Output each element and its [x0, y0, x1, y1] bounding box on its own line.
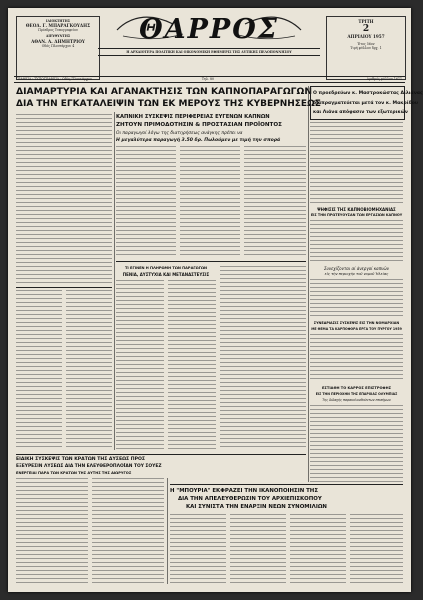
director-name: ΑΘΑΝ. Α. ΔΗΜΗΤΡΙΟΥ — [31, 38, 85, 44]
article-right-mid-body-1 — [310, 220, 403, 262]
publisher-role: Πρόεδρος Τυπογραφείου — [38, 28, 78, 33]
right-mid-headline-6: ΜΕ ΘΕΜΑ ΤΑ ΚΑΡΠΟΦΟΡΑ ΕΡΓΑ ΤΟΥ ΠΥΡΓΟΥ 1959 — [311, 327, 402, 331]
right-headline-line1: Ο προεδρεύων κ. Μαστροκώστας Αιλιάνας — [313, 91, 423, 96]
issue-price: Τιμή φύλλου δρχ. 1 — [350, 46, 382, 51]
article-center-col2 — [180, 146, 240, 258]
article-bottom-right-col4 — [350, 514, 403, 584]
right-headline-line3: και Λιάνα απόφασιν των εξωτερικών — [313, 110, 408, 115]
article-bottom-right-col2 — [230, 514, 286, 584]
center-mid-headline-2: ΠΕΝΙΑ, ΔΥΣΤΥΧΙΑ ΚΑΙ ΜΕΤΑΝΑΣΤΕΥΣΙΣ — [122, 272, 210, 277]
issue-date-number: 2 — [362, 24, 370, 34]
publisher-name: ΘΕΟΔ. Γ. ΜΠΑΡΑΓΚΟΥΔΗΣ — [25, 23, 91, 29]
article-center-mid-col1 — [116, 280, 164, 450]
article-center-mid-col3 — [220, 266, 306, 450]
main-headline-line1: ΔΙΑΜΑΡΤΥΡΙΑ ΚΑΙ ΑΓΑΝΑΚΤΗΣΙΣ ΤΩΝ ΚΑΠΝΟΠΑΡΑΓΩΓΩΝ — [16, 86, 313, 97]
article-bottom-left-col2 — [92, 478, 164, 584]
bottom-left-headline-2: ΕΞΕΥΡΕΣΙΝ ΛΥΣΕΩΣ ΔΙΑ ΤΗΝ ΕΛΕΥΘΕΡΟΠΛΟΪΑΝ ΤΟΥ ΣΟΥΕΖ — [16, 464, 162, 469]
office-address: ΓΡΑΦΕΙΑ - ΤΥΠΟΓΡΑΦΕΙΑ : Οδός Πλουτάρχου — [16, 77, 92, 81]
article-bottom-right-col1 — [170, 514, 226, 584]
main-headline-line2: ΔΙΑ ΤΗΝ ΕΓΚΑΤΑΛΕΙΨΙΝ ΤΩΝ ΕΚ ΜΕΡΟΥΣ ΤΗΣ ΚΥΒΕΡΝΗΣΕΩΣ — [16, 99, 321, 109]
article-left-mid-col2 — [66, 290, 112, 450]
publisher-label: ΙΔΙΟΚΤΗΤΗΣ — [45, 19, 71, 23]
right-mid-headline-3: Συνεχίζονται αί ἀνεργοί καπνῶν — [324, 266, 389, 271]
right-mid-headline-8: ΕΙΣ ΤΗΝ ΠΕΡΙΟΧΗΝ ΤΗΣ ΕΠΑΡΧΙΑΣ ΟΛΥΜΠΙΑΣ — [315, 392, 398, 396]
right-mid-headline-4: εἰς τὴν περιοχὴν τοῦ νομοῦ Ἠλείας — [324, 272, 389, 276]
right-mid-headline-1: ΨΗΦΙΣΙΣ ΤΗΣ ΚΑΠΝΟΒΙΟΜΗΧΑΝΙΑΣ — [317, 207, 396, 212]
newspaper-page — [8, 8, 423, 592]
article-right-mid-body-2 — [310, 279, 403, 317]
right-headline-line2: διαπραγματεύεται μετά τον κ. Μακρίδου — [313, 101, 419, 106]
article-bottom-left-col1 — [16, 478, 88, 584]
issue-number: Αριθμός φύλλου 1611 — [366, 77, 402, 81]
publisher-box — [16, 16, 100, 80]
article-center-col3 — [244, 146, 306, 258]
bottom-right-headline-1: Η "ΜΠΟΥΡΙΑ" ΕΚΦΡΑΖΕΙ ΤΗΝ ΙΚΑΝΟΠΟΙΗΣΙΝ ΤΗΣ — [170, 488, 318, 494]
article-center-mid-col2 — [168, 280, 216, 450]
article-left-top-body — [16, 114, 112, 284]
date-box — [326, 16, 406, 80]
bottom-right-headline-3: ΚΑΙ ΣΥΝΙΣΤΑ ΤΗΝ ΕΝΑΡΞΙΝ ΝΕΩΝ ΣΥΝΟΜΙΛΙΩΝ — [186, 504, 327, 510]
director-label: ΔΙΕΥΘΥΝΤΗΣ — [45, 34, 71, 39]
article-right-mid-body-4 — [310, 405, 403, 483]
right-mid-headline-7: ΕΣΤΙΑΘΗ ΤΟ ΚΑΡΡΟΣ ΕΠΙΣΤΡΟΦΗΣ — [321, 386, 392, 390]
bottom-left-headline-1: ΕΙΔΙΚΗ ΣΥΣΚΕΨΙΣ ΤΩΝ ΚΡΑΤΩΝ ΤΗΣ ΔΥΣΕΩΣ ΠΡΟΣ — [16, 457, 145, 462]
masthead-tagline: Η ΑΡΧΑΙΟΤΕΡΑ ΠΟΛΙΤΙΚΗ ΚΑΙ ΟΙΚΟΝΟΜΙΚΗ ΕΦΗΜΕΡΙΣ ΤΗΣ ΔΥΤΙΚΗΣ ΠΕΛΟΠΟΝΝΗΣΟΥ — [126, 49, 292, 54]
bottom-right-headline-2: ΔΙΑ ΤΗΝ ΑΠΕΛΕΥΘΕΡΩΣΙΝ ΤΟΥ ΑΡΧΙΕΠΙΣΚΟΠΟΥ — [178, 496, 322, 502]
article-bottom-right-col3 — [290, 514, 346, 584]
masthead-title: ΘΑΡΡΟΣ — [139, 14, 279, 45]
phone-number: Τηλ. 80 — [201, 77, 215, 81]
issue-year-count: Έτος 56ον — [357, 42, 375, 46]
center-mid-headline-1: ΤΙ ΕΓΙΝΕΝ Η ΠΛΗΡΩΜΗ ΤΩΝ ΠΑΡΑΓΩΓΩΝ — [124, 266, 208, 270]
issue-day: ΤΡΙΤΗ — [358, 19, 374, 24]
article-right-top-body — [310, 122, 403, 204]
publisher-address: Οδός Πλουτάρχου 4 — [41, 43, 75, 48]
center-headline-4: Η μεγαλύτερα παραγωγή 3.50 δρ. Πωλούμεν με τιμή την σπορά — [116, 138, 281, 143]
article-right-mid-body-3 — [310, 334, 403, 382]
right-top-headline-box — [310, 86, 423, 120]
article-left-mid-col1 — [16, 290, 62, 450]
right-mid-headline-5: ΣΥΝΕΔΡΙΑΣΙΣ ΣΥΣΚΕΨΙΣ ΕΙΣ ΤΗΝ ΝΟΜΑΡΧΙΑΝ — [313, 321, 400, 325]
center-headline-1: ΚΑΠΝΙΚΗ ΣΥΣΚΕΨΙΣ ΠΕΡΙΦΕΡΕΙΑΣ ΕΥΓΕΝΩΝ ΚΑΠΝΩΝ — [116, 114, 270, 120]
center-headline-3: Οι παραγωγοί λόγω της διατηρήσεως ανάγκης πρέπει να — [116, 131, 243, 136]
right-mid-headline-9: Της διδαχής παρακολουθούντων επισήμων — [322, 398, 391, 402]
bottom-left-headline-3: ΕΝΕΡΓΕΙΑΙ ΠΑΡΑ ΤΩΝ ΚΡΑΤΩΝ ΤΗΣ ΑΥΤΗΣ ΤΗΣ ΔΙΩΡΥΓΟΣ — [16, 471, 132, 475]
article-center-col1 — [116, 146, 176, 258]
right-mid-headline-2: ΕΙΣ ΤΗΝ ΠΡΩΤΕΥΟΥΣΑΝ ΤΩΝ ΕΡΓΑΣΙΩΝ ΚΑΠΝΟΥ — [310, 213, 403, 217]
center-headline-2: ΖΗΤΟΥΝ ΠΡΙΜΟΔΟΤΗΣΙΝ & ΠΡΟΣΤΑΣΙΑΝ ΠΡΟΪΟΝΤΟΣ — [116, 122, 282, 128]
issue-month-year: ΑΠΡΙΛΙΟΥ 1957 — [347, 34, 385, 39]
